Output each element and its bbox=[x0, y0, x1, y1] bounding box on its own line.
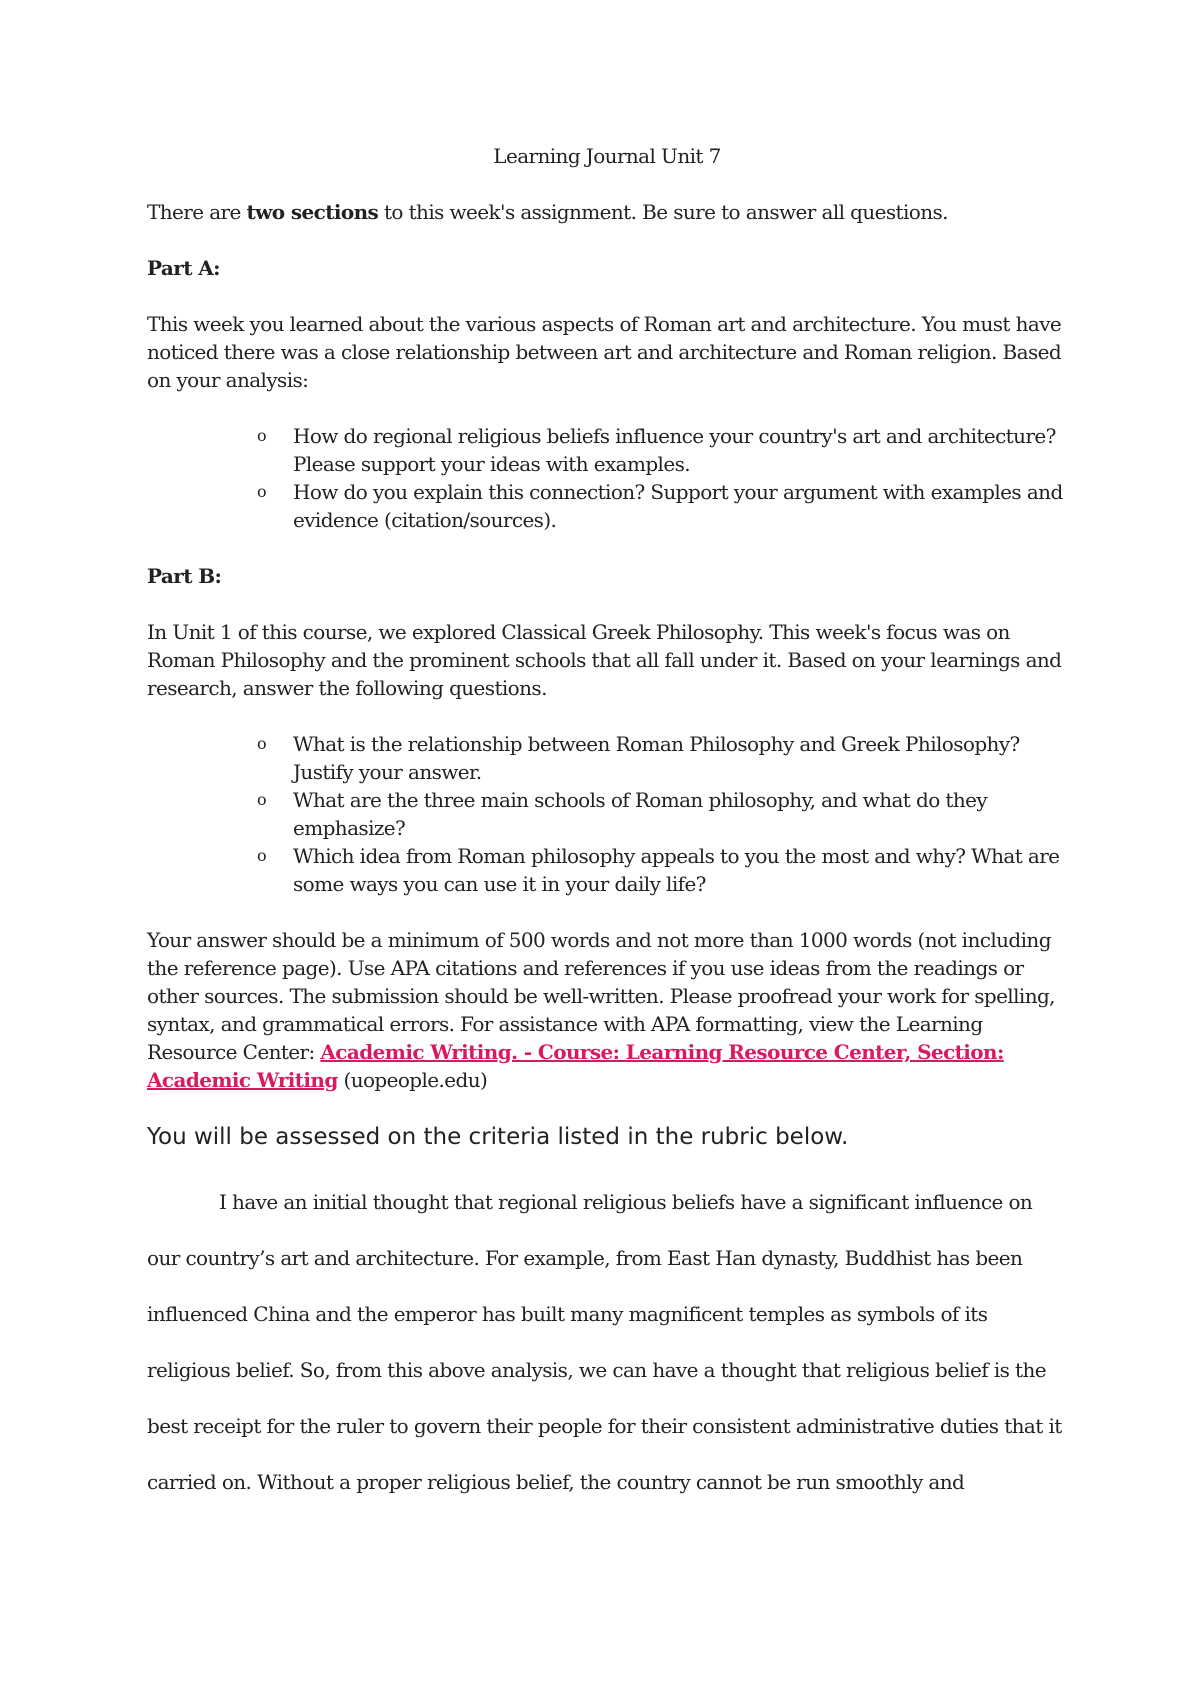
part-b-questions bbox=[147, 730, 1067, 898]
bullet-marker: o bbox=[257, 734, 267, 753]
essay-paragraph: I have an initial thought that regional religious beliefs have a significant influence on our country’s art and architecture. For example, from East Han dynasty, Buddhist has been influenced China and the emperor has built many magnificent temples as symbols of its religious belief. So, from this above analysis, we can have a thought that religious belief is the best receipt for the ruler to govern their people for their consistent administrative duties that it carried on. Without a proper religious belief, the country cannot be run smoothly and bbox=[147, 1190, 1062, 1494]
list-item bbox=[257, 478, 1067, 534]
question-text: Which idea from Roman philosophy appeals to you the most and why? What are some ways you can use it in your daily life? bbox=[293, 844, 1060, 896]
part-b-paragraph: In Unit 1 of this course, we explored Classical Greek Philosophy. This week's focus was on Roman Philosophy and the prominent schools that all fall under it. Based on your learnings and research, answer the following questions. bbox=[147, 620, 1062, 700]
document-title: Learning Journal Unit 7 bbox=[493, 144, 721, 168]
bullet-marker: o bbox=[257, 790, 267, 809]
part-b-heading: Part B: bbox=[147, 564, 222, 588]
bullet-marker: o bbox=[257, 846, 267, 865]
list-item bbox=[257, 786, 1067, 842]
bullet-marker: o bbox=[257, 482, 267, 501]
instructions-paragraph bbox=[147, 926, 1067, 1094]
intro-text-after: to this week's assignment. Be sure to answer all questions. bbox=[378, 200, 948, 224]
bullet-marker: o bbox=[257, 426, 267, 445]
part-a-paragraph: This week you learned about the various aspects of Roman art and architecture. You must have noticed there was a close relationship between art and architecture and Roman religion. Based on your analysis: bbox=[147, 312, 1062, 392]
link-domain-text: (uopeople.edu) bbox=[337, 1068, 488, 1092]
question-text: What are the three main schools of Roman philosophy, and what do they emphasize? bbox=[293, 788, 988, 840]
question-text: How do regional religious beliefs influence your country's art and architecture? Please support your ideas with examples. bbox=[293, 424, 1056, 476]
document-body bbox=[147, 142, 1067, 1510]
academic-writing-link[interactable]: Academic Writing. - Course: Learning Resource Center, Section: Academic Writing bbox=[147, 1040, 1004, 1092]
list-item bbox=[257, 730, 1067, 786]
part-a-questions bbox=[147, 422, 1067, 534]
list-item bbox=[257, 842, 1067, 898]
part-a-heading: Part A: bbox=[147, 256, 220, 280]
intro-paragraph bbox=[147, 198, 1067, 226]
intro-bold-text: two sections bbox=[246, 200, 379, 224]
intro-text-before: There are bbox=[147, 200, 247, 224]
instructions-text: Your answer should be a minimum of 500 words and not more than 1000 words (not including the reference page). Use APA citations and references if you use ideas from the readings or other sources. The submission should be well-written. Please proofread your work for spelling, syntax, and grammatical errors. For assistance with APA formatting, view the Learning Resource Center: bbox=[147, 928, 1055, 1064]
rubric-note: You will be assessed on the criteria listed in the rubric below. bbox=[147, 1124, 849, 1150]
question-text: How do you explain this connection? Support your argument with examples and evidence (citation/sources). bbox=[293, 480, 1063, 532]
list-item bbox=[257, 422, 1067, 478]
question-text: What is the relationship between Roman Philosophy and Greek Philosophy? Justify your answer. bbox=[293, 732, 1020, 784]
